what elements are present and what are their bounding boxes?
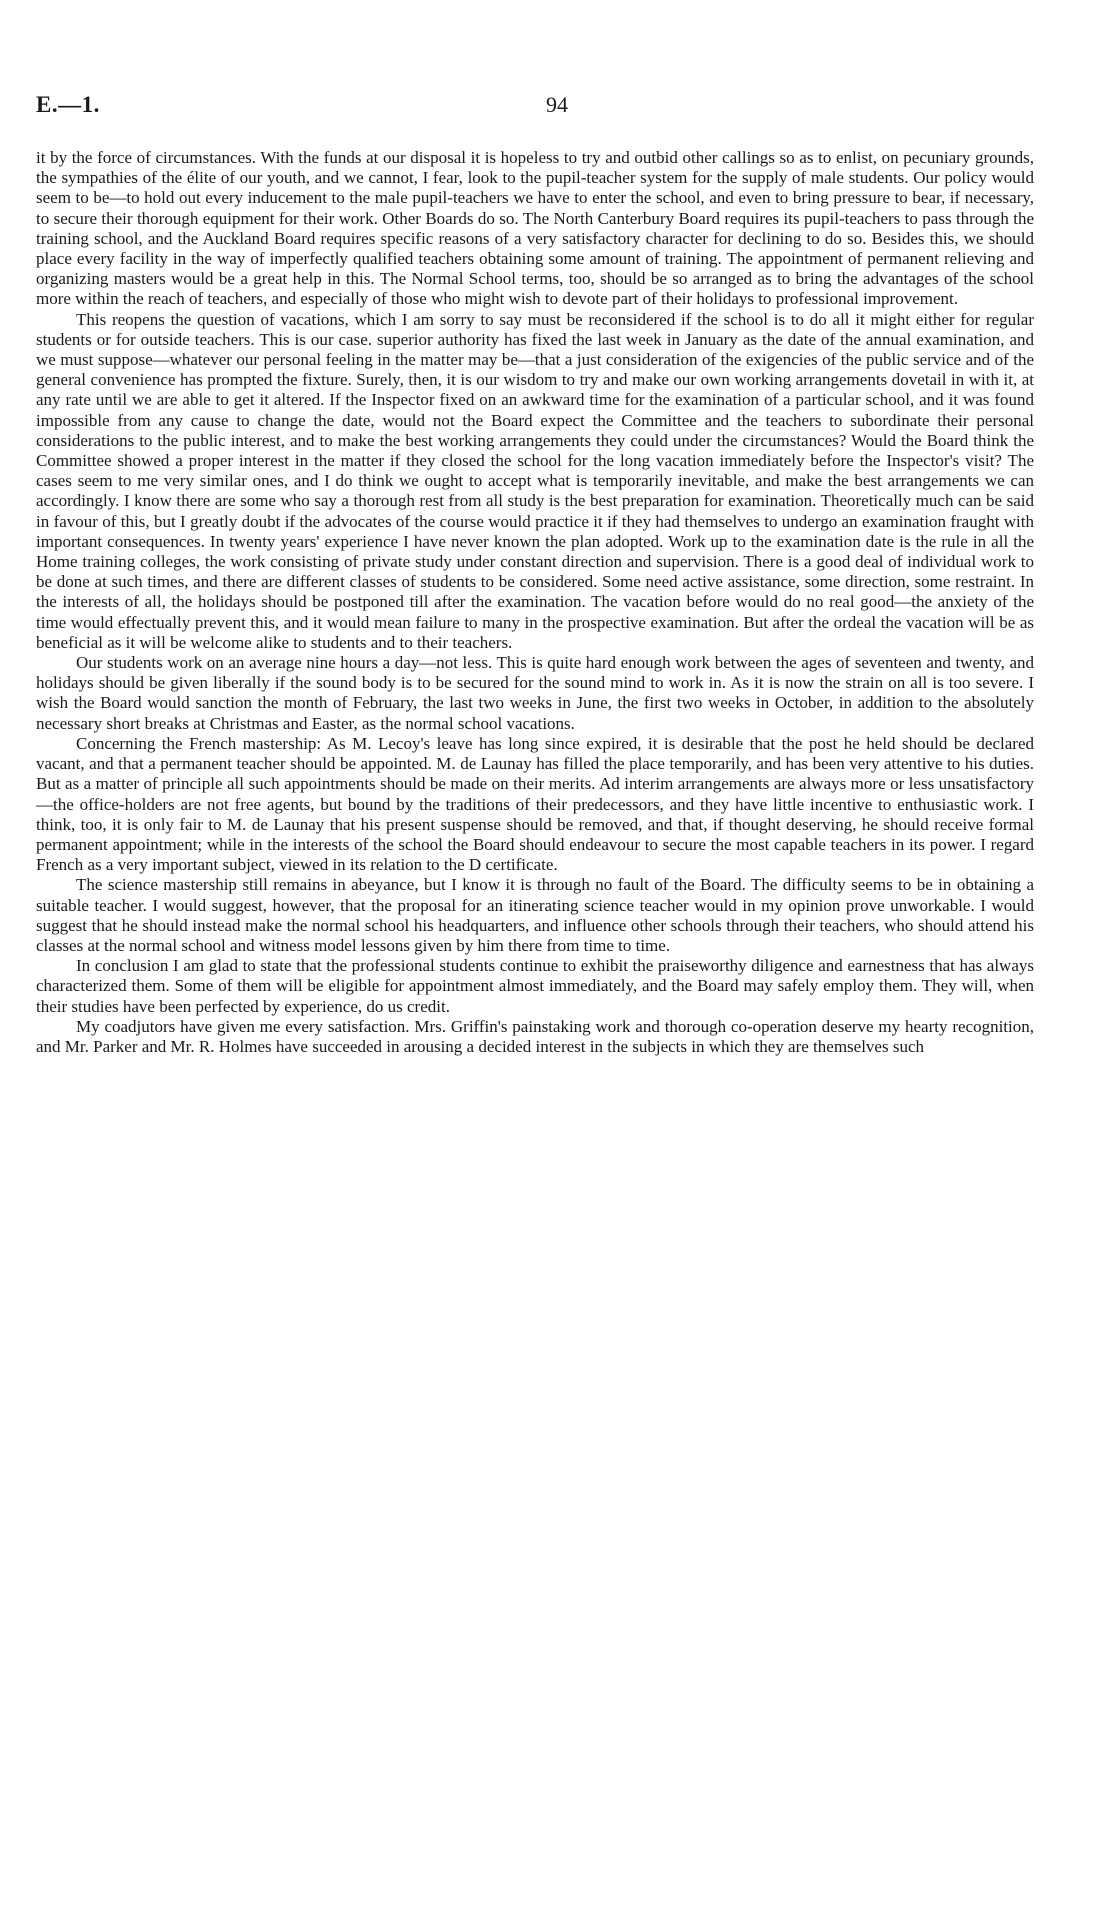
paragraph-vacations: This reopens the question of vacations, which I am sorry to say must be reconsidered if the school is to do all it might either for regular students or for outside teachers. This is our case. superior authority has fixed the last week in January as the date of the annual examination, and we must suppose—whatever our personal feeling in the matter may be—that a just consideration of the exigencies of the public service and of the general convenience has prompted the fixture. Surely, then, it is our wisdom to try and make our own working arrangements dovetail in with it, at any rate until we are able to get it altered. If the Inspector fixed on an awkward time for the examination of a particular school, and it was found impossible from any cause to change the date, would not the Board expect the Committee and the teachers to subordinate their personal considerations to the public interest, and to make the best working arrangements they could under the circumstances? Would the Board think the Committee showed a proper interest in the matter if they closed the school for the long vacation immediately before the Inspector's visit? The cases seem to me very similar ones, and I do think we ought to accept what is temporarily inevitable, and make the best arrangements we can accordingly. I know there are some who say a thorough rest from all study is the best preparation for examination. Theoretically much can be said in favour of this, but I greatly doubt if the advocates of the course would practice it if they had themselves to undergo an examination fraught with important consequences. In twenty years' experience I have never known the plan adopted. Work up to the examination date is the rule in all the Home training colleges, the work consisting of private study under constant direction and supervision. There is a good deal of individual work to be done at such times, and there are different classes of students to be considered. Some need active assistance, some direction, some restraint. In the interests of all, the holidays should be postponed till after the examination. The vacation before would do no real good—the anxiety of the time would effectually prevent this, and it would mean failure to many in the prospective examination. But after the ordeal the vacation will be as beneficial as it will be welcome alike to students and to their teachers. [36, 309, 1034, 652]
paragraph-student-hours: Our students work on an average nine hours a day—not less. This is quite hard enough work between the ages of seventeen and twenty, and holidays should be given liberally if the sound body is to be secured for the sound mind to work in. As it is now the strain on all is too severe. I wish the Board would sanction the month of February, the last two weeks in June, the first two weeks in October, in addition to the absolutely necessary short breaks at Christmas and Easter, as the normal school vacations. [36, 653, 1034, 733]
paragraph-science-mastership: The science mastership still remains in abeyance, but I know it is through no fault of the Board. The difficulty seems to be in obtaining a suitable teacher. I would suggest, however, that the proposal for an itinerating science teacher would in my opinion prove unworkable. I would suggest that he should instead make the normal school his headquarters, and influence other schools through their teachers, who should attend his classes at the normal school and witness model lessons given by him there from time to time. [36, 875, 1034, 955]
paragraph-conclusion: In conclusion I am glad to state that the professional students continue to exhibit the praiseworthy diligence and earnestness that has always characterized them. Some of them will be eligible for appointment almost immediately, and the Board may safely employ them. They will, when their studies have been perfected by experience, do us credit. [36, 956, 1034, 1016]
paragraph-recruitment: it by the force of circumstances. With the funds at our disposal it is hopeless to try and outbid other callings so as to enlist, on pecuniary grounds, the sympathies of the élite of our youth, and we cannot, I fear, look to the pupil-teacher system for the supply of male students. Our policy would seem to be—to hold out every inducement to the male pupil-teachers we have to enter the school, and even to bring pressure to bear, if necessary, to secure their thorough equipment for their work. Other Boards do so. The North Canterbury Board requires its pupil-teachers to pass through the training school, and the Auckland Board requires specific reasons of a very satisfactory character for declining to do so. Besides this, we should place every facility in the way of imperfectly qualified teachers obtaining some amount of training. The appointment of permanent relieving and organizing masters would be a great help in this. The Normal School terms, too, should be so arranged as to bring the advantages of the school more within the reach of teachers, and especially of those who might wish to devote part of their holidays to professional improvement. [36, 148, 1034, 309]
body-text [36, 148, 1034, 1057]
page-number: 94 [546, 92, 568, 117]
page-header [36, 92, 1014, 122]
document-code: E.—1. [36, 92, 100, 117]
paragraph-coadjutors: My coadjutors have given me every satisfaction. Mrs. Griffin's painstaking work and thorough co-operation deserve my hearty recognition, and Mr. Parker and Mr. R. Holmes have succeeded in arousing a decided interest in the subjects in which they are themselves such [36, 1016, 1034, 1056]
paragraph-french-mastership: Concerning the French mastership: As M. Lecoy's leave has long since expired, it is desirable that the post he held should be declared vacant, and that a permanent teacher should be appointed. M. de Launay has filled the place temporarily, and has been very attentive to his duties. But as a matter of principle all such appointments should be made on their merits. Ad interim arrangements are always more or less unsatisfactory—the office-holders are not free agents, but bound by the traditions of their predecessors, and they have little incentive to enthusiastic work. I think, too, it is only fair to M. de Launay that his present suspense should be removed, and that, if thought deserving, he should receive formal permanent appointment; while in the interests of the school the Board should endeavour to secure the most capable teachers in its power. I regard French as a very important subject, viewed in its relation to the D certificate. [36, 733, 1034, 875]
